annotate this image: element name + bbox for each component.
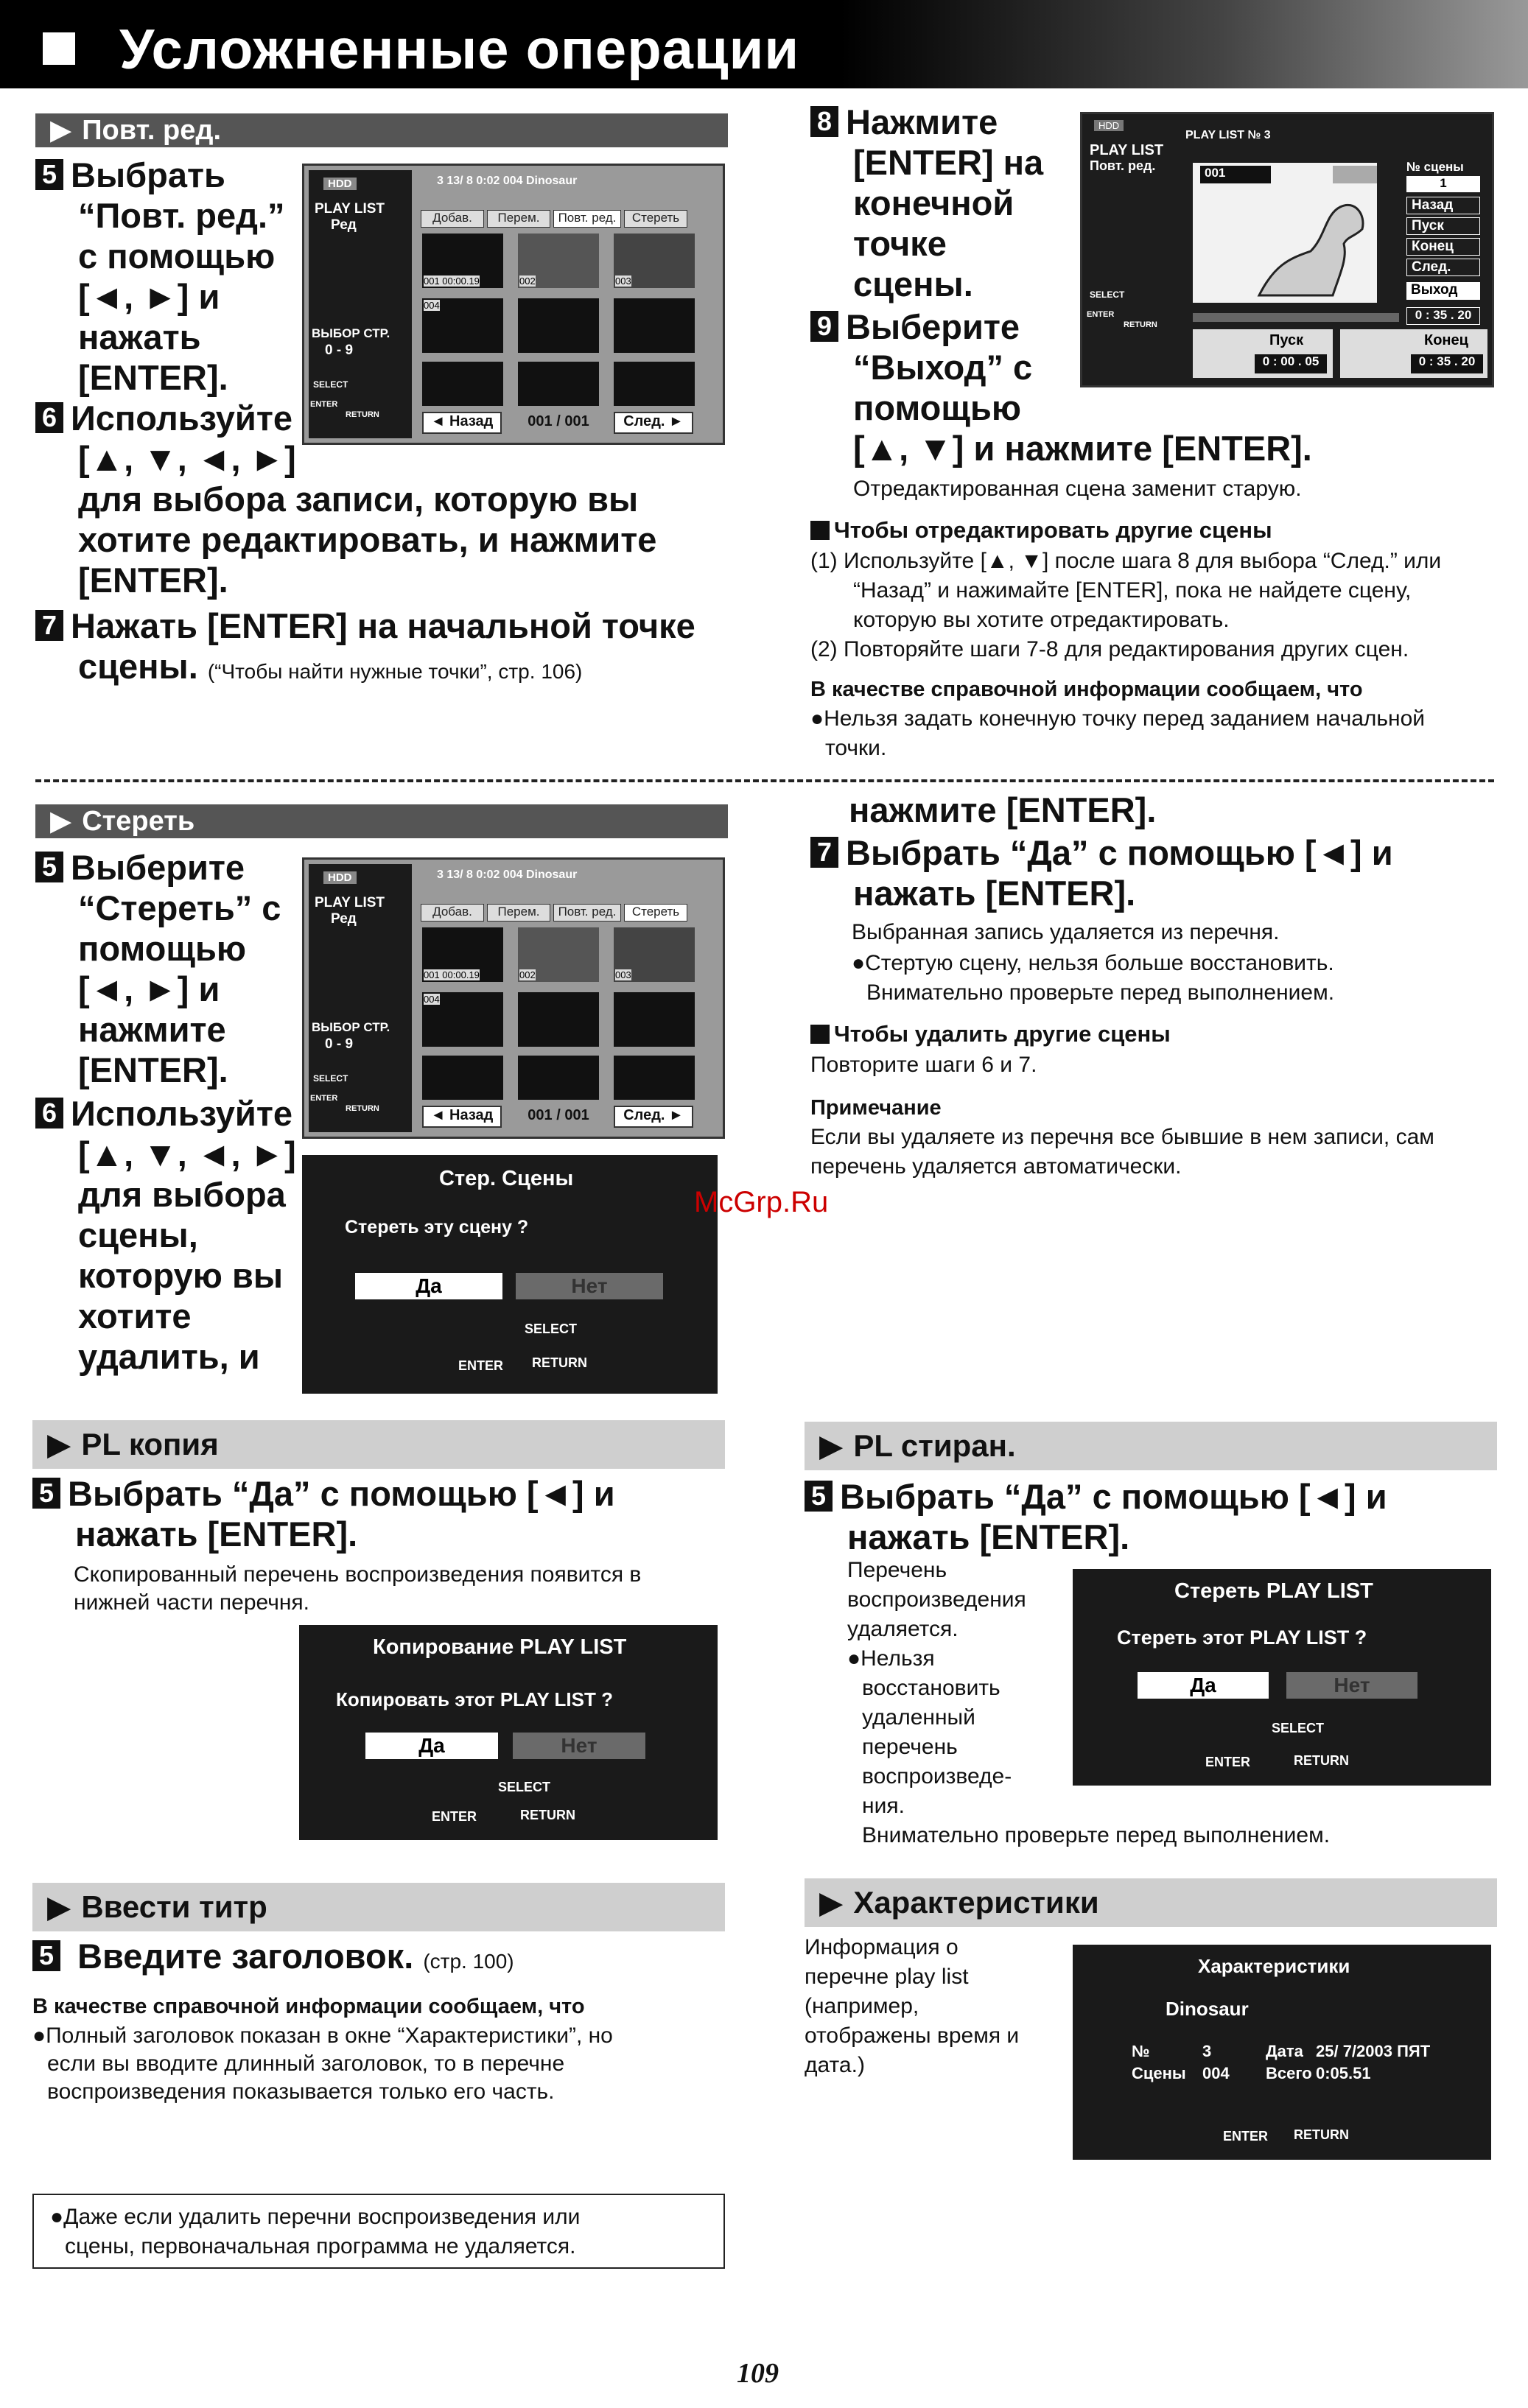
dialog-title: Стереть PLAY LIST xyxy=(1174,1579,1373,1603)
page-select-range: 0 - 9 xyxy=(325,343,354,358)
page-indicator: 001 / 001 xyxy=(528,413,589,429)
total-value: 0:05.51 xyxy=(1316,2064,1371,2082)
section-bar-properties xyxy=(805,1878,1497,1927)
dialog-question: Стереть эту сцену ? xyxy=(345,1217,529,1238)
step-text: [◄, ►] и xyxy=(78,969,220,1008)
heading-text: Чтобы удалить другие сцены xyxy=(834,1021,1171,1047)
tab-re-edit[interactable]: Повт. ред. xyxy=(553,210,621,228)
step-text: “Повт. ред.” xyxy=(78,196,285,235)
step-text: Используйте xyxy=(71,1094,292,1133)
total-label: Всего xyxy=(1266,2064,1312,2082)
step-text: удалить, и xyxy=(78,1337,260,1376)
page-title: Усложненные операции xyxy=(119,18,800,81)
playlist-screen-erase xyxy=(302,857,725,1139)
thumbnail-label: 001 00:00.19 xyxy=(424,969,480,980)
thumbnail-label: 002 xyxy=(519,275,536,287)
thumbnail-label: 004 xyxy=(424,994,440,1005)
yes-button[interactable]: Да xyxy=(1138,1672,1269,1699)
step-5-title xyxy=(32,1936,514,1981)
note-line: Информация о xyxy=(805,1935,958,1959)
instruction-line: Повторите шаги 6 и 7. xyxy=(810,1053,1037,1077)
thumbnail-1[interactable] xyxy=(422,234,503,288)
pl-erase-notes xyxy=(847,1556,1026,1821)
dialog-title: Характеристики xyxy=(1198,1955,1350,1977)
tab-move[interactable]: Перем. xyxy=(487,210,550,228)
hdd-label: HDD xyxy=(1094,120,1124,131)
step-text: нажать [ENTER]. xyxy=(853,874,1136,913)
step-text: помощью xyxy=(853,388,1022,427)
tab-re-edit[interactable]: Повт. ред. xyxy=(553,904,621,922)
thumbnail-label: 002 xyxy=(519,969,536,980)
thumbnail-empty xyxy=(422,1056,503,1100)
step-8-edit xyxy=(810,102,1043,304)
reference-heading: В качестве справочной информации сообщаем, что xyxy=(32,1995,585,2018)
section-bar-pl-copy xyxy=(32,1420,725,1469)
screen-sidebar xyxy=(309,864,412,1132)
total-time: 0 : 35 . 20 xyxy=(1406,307,1480,325)
thumbnail-empty xyxy=(422,362,503,406)
thumbnail-label: 004 xyxy=(424,300,440,311)
thumbnail-empty xyxy=(614,362,695,406)
no-button[interactable]: Нет xyxy=(513,1733,645,1759)
play-triangle-icon: ▶ xyxy=(819,1428,844,1463)
date-label: Дата xyxy=(1266,2042,1303,2060)
step-text: для выбора xyxy=(78,1175,286,1214)
play-triangle-icon: ▶ xyxy=(819,1885,844,1920)
section-title: PL стиран. xyxy=(853,1428,1016,1463)
note-line: Если вы удаляете из перечня все бывшие в нем записи, сам xyxy=(810,1125,1434,1149)
thumbnail-empty xyxy=(518,362,599,406)
enter-label: ENTER xyxy=(1087,310,1115,319)
play-triangle-icon: ▶ xyxy=(47,1889,71,1924)
return-label: RETURN xyxy=(1124,320,1157,329)
select-label: SELECT xyxy=(525,1321,578,1336)
step-text: [◄, ►] и xyxy=(78,277,220,316)
step-text: для выбора записи, которую вы xyxy=(78,480,639,519)
step-number: 5 xyxy=(35,159,63,190)
thumbnail-2[interactable] xyxy=(518,234,599,288)
dialog-question: Стереть этот PLAY LIST ? xyxy=(1117,1626,1367,1649)
step-text: Нажмите xyxy=(846,102,998,141)
note-line: удаляется. xyxy=(847,1617,958,1641)
note-line: дата.) xyxy=(805,2053,865,2077)
section-bar-erase xyxy=(35,804,728,838)
number-value: 3 xyxy=(1202,2042,1212,2060)
thumbnail-4[interactable] xyxy=(422,992,503,1047)
no-button[interactable]: Нет xyxy=(1286,1672,1417,1699)
step-5-pl-erase xyxy=(805,1476,1497,1557)
bottom-note-box xyxy=(32,2194,725,2269)
reference-line: ●Полный заголовок показан в окне “Характеристики”, но xyxy=(32,2023,613,2048)
step-text: сцены, xyxy=(78,1215,198,1254)
no-button[interactable]: Нет xyxy=(516,1273,663,1299)
thumbnail-4[interactable] xyxy=(422,298,503,353)
step-7-note: Выбранная запись удаляется из перечня. xyxy=(852,920,1280,944)
page-select-range: 0 - 9 xyxy=(325,1036,354,1052)
thumbnail-label: 003 xyxy=(615,969,631,980)
play-triangle-icon: ▶ xyxy=(50,806,72,837)
start-label: Пуск xyxy=(1269,332,1304,348)
enter-label: ENTER xyxy=(310,1094,338,1103)
step-text: Выбрать “Да” с помощью [◄] и xyxy=(68,1474,615,1513)
step-text: нажать xyxy=(78,317,201,357)
thumbnail-1[interactable] xyxy=(422,927,503,982)
tab-erase[interactable]: Стереть xyxy=(624,904,687,922)
instruction-line: которую вы хотите отредактировать. xyxy=(853,608,1230,632)
properties-dialog xyxy=(1073,1945,1491,2160)
thumbnail-2[interactable] xyxy=(518,927,599,982)
other-scenes-delete-heading xyxy=(810,1019,1171,1049)
step-text: Нажать [ENTER] на начальной точке xyxy=(71,606,695,645)
page-select-label: ВЫБОР СТР. xyxy=(312,326,390,340)
step-number: 5 xyxy=(32,1478,60,1509)
screen-sidebar xyxy=(309,170,412,438)
pl-erase-warning: Внимательно проверьте перед выполнением. xyxy=(862,1823,1331,1847)
recording-info: 3 13/ 8 0:02 004 Dinosaur xyxy=(437,175,578,187)
scene-preview xyxy=(1193,163,1377,303)
note-line: перечне play list xyxy=(805,1965,969,1989)
step-text: Выбрать xyxy=(71,155,225,194)
thumbnail-empty xyxy=(614,992,695,1047)
step-text: которую вы xyxy=(78,1256,284,1295)
thumbnail-3[interactable] xyxy=(614,927,695,982)
tab-add[interactable]: Добав. xyxy=(421,210,484,228)
step-number: 5 xyxy=(32,1940,60,1971)
step-5-edit xyxy=(35,155,285,398)
step-text: нажмите xyxy=(78,1010,226,1049)
playlist-name: Dinosaur xyxy=(1166,1998,1249,2020)
page-number: 109 xyxy=(737,2358,779,2389)
note-line: ●Даже если удалить перечни воспроизведения или xyxy=(50,2205,581,2229)
timeline-bar xyxy=(1193,313,1399,322)
step-7-note: ●Стертую сцену, нельзя больше восстановить. xyxy=(852,951,1334,975)
heading-text: Чтобы отредактировать другие сцены xyxy=(834,517,1272,543)
note-line: Перечень xyxy=(847,1558,947,1582)
end-label: Конец xyxy=(1424,332,1468,348)
note-line: сцены, первоначальная программа не удаляется. xyxy=(65,2234,576,2258)
dialog-title: Стер. Сцены xyxy=(439,1167,574,1190)
instruction-line: “Назад” и нажимайте [ENTER], пока не найдете сцену, xyxy=(853,578,1412,603)
thumbnail-empty xyxy=(614,298,695,353)
step-text: конечной xyxy=(853,183,1014,222)
recording-info: 3 13/ 8 0:02 004 Dinosaur xyxy=(437,868,578,881)
step-number: 5 xyxy=(805,1481,833,1512)
instruction-line: (2) Повторяйте шаги 7-8 для редактирования других сцен. xyxy=(810,637,1409,661)
step-text: [ENTER]. xyxy=(78,358,228,397)
thumbnail-empty xyxy=(518,992,599,1047)
playlist-label: PLAY LIST xyxy=(315,201,385,217)
return-label: RETURN xyxy=(520,1808,575,1822)
return-label: RETURN xyxy=(532,1355,587,1370)
step-text: Выберите xyxy=(71,848,245,887)
prev-button[interactable]: ◄ Назад xyxy=(422,412,502,434)
menu-start[interactable]: Пуск xyxy=(1406,217,1480,235)
start-time: 0 : 00 . 05 xyxy=(1255,354,1327,373)
section-title: PL копия xyxy=(81,1427,219,1461)
step-text: помощью xyxy=(78,929,247,968)
section-title: Характеристики xyxy=(853,1885,1099,1920)
other-scenes-heading xyxy=(810,516,1272,545)
start-point-panel xyxy=(1193,329,1333,378)
pause-icon xyxy=(1333,166,1377,183)
play-triangle-icon: ▶ xyxy=(47,1427,71,1461)
dialog-title: Копирование PLAY LIST xyxy=(373,1635,627,1659)
menu-exit[interactable]: Выход xyxy=(1406,282,1480,300)
scenes-label: Сцены xyxy=(1132,2064,1186,2082)
note-line: удаленный xyxy=(862,1705,975,1730)
step-number: 8 xyxy=(810,106,838,137)
yes-button[interactable]: Да xyxy=(365,1733,498,1759)
step-6-erase xyxy=(35,1093,296,1377)
step-text: хотите xyxy=(78,1296,192,1335)
step-number: 6 xyxy=(35,1098,63,1128)
step-9-note: Отредактированная сцена заменит старую. xyxy=(853,477,1302,501)
next-button[interactable]: След. ► xyxy=(614,412,693,434)
instruction-line: (1) Используйте [▲, ▼] после шага 8 для выбора “След.” или xyxy=(810,549,1442,573)
step-number: 5 xyxy=(35,852,63,882)
return-label: RETURN xyxy=(346,410,379,419)
section-divider xyxy=(35,779,1494,782)
next-button[interactable]: След. ► xyxy=(614,1106,693,1128)
step-text: точке xyxy=(853,224,947,263)
watermark: McGrp.Ru xyxy=(694,1186,829,1218)
section-title: Ввести титр xyxy=(81,1889,267,1924)
thumbnail-label: 001 00:00.19 xyxy=(424,275,480,287)
note-line: воспроизведения xyxy=(847,1587,1026,1612)
step-6-continued: нажмите [ENTER]. xyxy=(849,790,1157,829)
reference-line: ●Нельзя задать конечную точку перед заданием начальной xyxy=(810,706,1426,731)
note-line: перечень удаляется автоматически. xyxy=(810,1154,1182,1179)
step-text: с помощью xyxy=(78,236,276,275)
step-text: Выберите xyxy=(846,307,1020,346)
step-5-erase xyxy=(35,847,281,1090)
menu-next[interactable]: След. xyxy=(1406,259,1480,276)
reference-line: если вы вводите длинный заголовок, то в перечне xyxy=(47,2051,565,2076)
step-text: [ENTER] на xyxy=(853,143,1044,182)
erase-scene-dialog xyxy=(302,1155,718,1394)
step-5-copy xyxy=(32,1473,740,1554)
step-text: [▲, ▼] и нажмите [ENTER]. xyxy=(853,429,1312,468)
play-triangle-icon: ▶ xyxy=(50,115,72,146)
step-text: [▲, ▼, ◄, ►] xyxy=(78,439,296,478)
scene-number-label: № сцены xyxy=(1406,160,1464,174)
playlist-number: PLAY LIST № 3 xyxy=(1185,129,1271,141)
menu-end[interactable]: Конец xyxy=(1406,238,1480,256)
playlist-label: PLAY LIST xyxy=(1090,142,1164,158)
hdd-label: HDD xyxy=(323,871,357,884)
step-text: Выбрать “Да” с помощью [◄] и xyxy=(846,833,1393,872)
note-line: восстановить xyxy=(862,1676,1000,1700)
page-reference: (стр. 100) xyxy=(423,1950,514,1973)
enter-label: ENTER xyxy=(1223,2129,1269,2144)
step-7-note: Внимательно проверьте перед выполнением. xyxy=(866,980,1335,1005)
reference-line: воспроизведения показывается только его часть. xyxy=(47,2079,555,2104)
end-time: 0 : 35 . 20 xyxy=(1411,354,1483,373)
menu-back[interactable]: Назад xyxy=(1406,197,1480,214)
header-square-icon xyxy=(43,32,75,65)
step-text: [ENTER]. xyxy=(78,561,228,600)
step-text: нажать [ENTER]. xyxy=(847,1517,1130,1556)
dinosaur-illustration xyxy=(1244,192,1370,303)
scene-number-value: 1 xyxy=(1406,176,1480,192)
section-bar-enter-title xyxy=(32,1883,725,1931)
step-7-edit xyxy=(35,605,772,692)
return-label: RETURN xyxy=(1294,1753,1349,1768)
page-select-label: ВЫБОР СТР. xyxy=(312,1020,390,1034)
scene-id: 001 xyxy=(1200,166,1271,183)
select-label: SELECT xyxy=(498,1780,551,1794)
copy-note: нижней части перечня. xyxy=(74,1590,309,1615)
square-bullet-icon xyxy=(810,1025,830,1044)
page-reference: (“Чтобы найти нужные точки”, стр. 106) xyxy=(207,660,583,683)
page-indicator: 001 / 001 xyxy=(528,1107,589,1123)
return-label: RETURN xyxy=(346,1104,379,1113)
note-line: перечень xyxy=(862,1735,958,1759)
number-label: № xyxy=(1132,2042,1150,2060)
note-line: ния. xyxy=(862,1794,905,1818)
section-bar-pl-erase xyxy=(805,1422,1497,1470)
date-value: 25/ 7/2003 ПЯТ xyxy=(1316,2042,1431,2060)
step-text: Введите заголовок. xyxy=(77,1937,414,1976)
step-number: 7 xyxy=(810,837,838,868)
end-point-panel xyxy=(1340,329,1487,378)
scene-edit-screen xyxy=(1080,112,1494,387)
enter-label: ENTER xyxy=(458,1358,504,1373)
tab-add[interactable]: Добав. xyxy=(421,904,484,922)
thumbnail-3[interactable] xyxy=(614,234,695,288)
copy-note: Скопированный перечень воспроизведения появится в xyxy=(74,1562,642,1587)
tab-erase[interactable]: Стереть xyxy=(624,210,687,228)
step-text: [ENTER]. xyxy=(78,1050,228,1089)
select-label: SELECT xyxy=(1272,1721,1325,1735)
re-edit-label: Повт. ред. xyxy=(1090,158,1156,173)
note-heading: Примечание xyxy=(810,1096,942,1120)
section-title: Стереть xyxy=(82,806,195,837)
note-line: отображены время и xyxy=(805,2023,1020,2048)
thumbnail-empty xyxy=(518,1056,599,1100)
yes-button[interactable]: Да xyxy=(355,1273,502,1299)
enter-label: ENTER xyxy=(310,400,338,409)
playlist-screen-edit xyxy=(302,164,725,445)
hdd-label: HDD xyxy=(323,178,357,190)
step-7-erase xyxy=(810,832,1488,913)
section-title: Повт. ред. xyxy=(82,115,222,146)
thumbnail-label: 003 xyxy=(615,275,631,287)
step-number: 6 xyxy=(35,402,63,433)
note-line: (например, xyxy=(805,1994,919,2018)
select-label: SELECT xyxy=(313,379,348,390)
note-line: ●Нельзя xyxy=(847,1646,935,1671)
step-text: Используйте xyxy=(71,399,292,438)
edit-label: Ред xyxy=(331,911,357,927)
copy-playlist-dialog xyxy=(299,1625,718,1840)
step-text: сцены. xyxy=(853,264,973,303)
thumbnail-empty xyxy=(614,1056,695,1100)
step-number: 9 xyxy=(810,311,838,342)
square-bullet-icon xyxy=(810,521,830,540)
note-line: воспроизведе- xyxy=(862,1764,1012,1789)
step-text: нажать [ENTER]. xyxy=(75,1514,358,1554)
step-text: “Стереть” с xyxy=(78,888,281,927)
properties-notes xyxy=(805,1933,1019,2080)
step-number: 7 xyxy=(35,610,63,641)
enter-label: ENTER xyxy=(1205,1755,1251,1769)
select-label: SELECT xyxy=(1090,289,1125,300)
prev-button[interactable]: ◄ Назад xyxy=(422,1106,502,1128)
enter-label: ENTER xyxy=(432,1809,477,1824)
return-label: RETURN xyxy=(1294,2127,1349,2142)
reference-line: точки. xyxy=(825,736,887,760)
step-text: сцены. xyxy=(78,647,198,686)
step-text: хотите редактировать, и нажмите xyxy=(78,520,657,559)
reference-heading: В качестве справочной информации сообщаем, что xyxy=(810,678,1363,701)
playlist-label: PLAY LIST xyxy=(315,895,385,910)
section-bar-edit xyxy=(35,113,728,147)
edit-label: Ред xyxy=(331,217,357,233)
thumbnail-empty xyxy=(518,298,599,353)
step-text: Выбрать “Да” с помощью [◄] и xyxy=(840,1477,1387,1516)
scenes-value: 004 xyxy=(1202,2064,1230,2082)
step-text: [▲, ▼, ◄, ►] xyxy=(78,1134,296,1173)
dialog-question: Копировать этот PLAY LIST ? xyxy=(336,1688,613,1710)
step-text: “Выход” с xyxy=(853,348,1033,387)
tab-move[interactable]: Перем. xyxy=(487,904,550,922)
erase-playlist-dialog xyxy=(1073,1569,1491,1786)
select-label: SELECT xyxy=(313,1073,348,1084)
